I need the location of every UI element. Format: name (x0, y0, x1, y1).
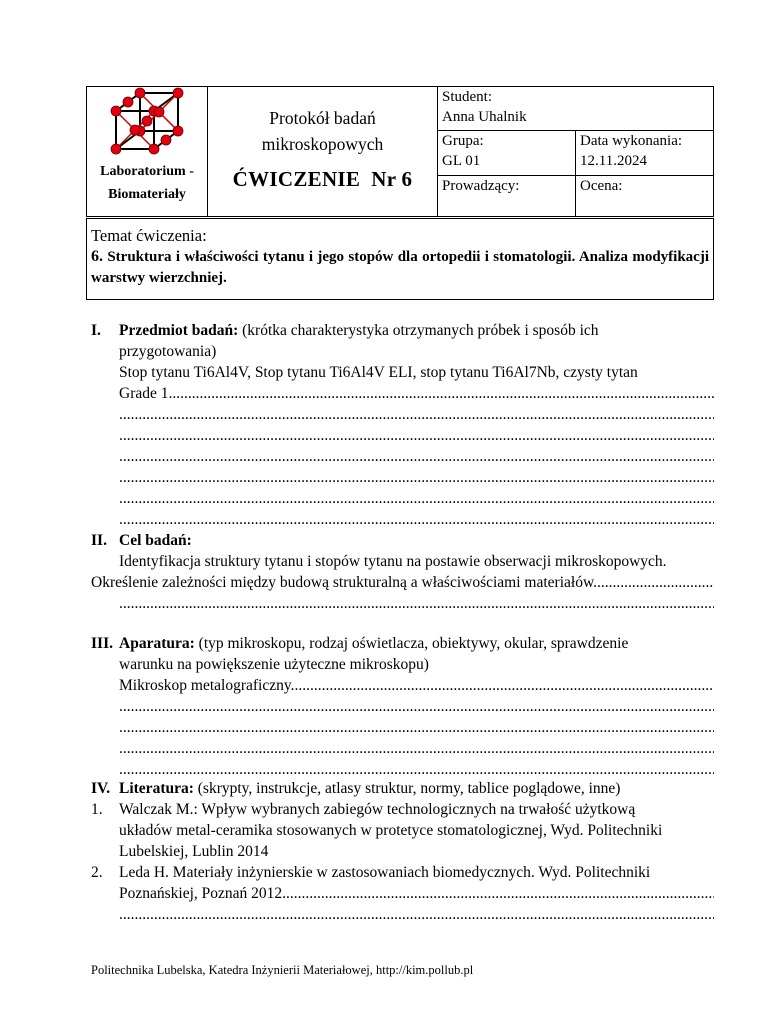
blank-line[interactable] (91, 467, 714, 488)
section-number: IV. (91, 780, 111, 797)
topic-title: Struktura i właściwości tytanu i jego stopów dla ortopedii i stomatologii. Analiza modyfikacji warstwy wierzchniej. (91, 249, 709, 286)
apparatus-line1[interactable] (91, 675, 714, 696)
lab-name-line1: Laboratorium - (100, 164, 194, 179)
section-note-cont: przygotowania) (119, 343, 217, 360)
subject-line1: Stop tytanu Ti6Al4V, Stop tytanu Ti6Al4V ELI, stop tytanu Ti6Al7Nb, czysty tytan (119, 364, 638, 381)
grade-label: Ocena: (580, 178, 623, 194)
section-number: I. (91, 322, 101, 339)
grade-cell (576, 176, 714, 217)
subject-line2[interactable] (91, 383, 714, 404)
section-note-cont: warunku na powiększenie użyteczne mikroskopu) (119, 656, 429, 673)
student-label: Student: (442, 89, 493, 105)
group-label: Grupa: (442, 133, 484, 149)
logo-cell (87, 87, 208, 217)
goal-line1: Identyfikacja struktury tytanu i stopów tytanu na postawie obserwacji mikroskopowych. (119, 553, 667, 570)
blank-line[interactable] (91, 904, 714, 925)
protocol-title-line1: Protokół badań (269, 108, 376, 128)
page-footer: Politechnika Lubelska, Katedra Inżynierii Materiałowej, http://kim.pollub.pl (91, 963, 474, 977)
group-cell (438, 131, 576, 176)
section-title: Literatura: (119, 780, 194, 797)
section-title: Aparatura: (119, 635, 195, 652)
date-cell (576, 131, 714, 176)
section-goal (91, 530, 714, 614)
literature-line: Walczak M.: Wpływ wybranych zabiegów technologicznych na trwałość użytkową (119, 801, 636, 818)
supervisor-label: Prowadzący: (442, 178, 520, 194)
header-table (86, 86, 714, 217)
blank-line[interactable] (91, 696, 714, 717)
blank-line[interactable] (91, 488, 714, 509)
section-number: III. (91, 635, 113, 652)
student-cell (438, 87, 714, 131)
literature-number: 1. (91, 801, 103, 818)
protocol-title-line2: mikroskopowych (261, 134, 384, 154)
literature-line: Poznańskiej, Poznań 2012 (119, 885, 283, 902)
section-note: (krótka charakterystyka otrzymanych próbek i sposób ich (238, 322, 599, 339)
section-title: Cel badań: (119, 532, 192, 549)
blank-line[interactable] (91, 759, 714, 780)
section-number: II. (91, 532, 107, 549)
exercise-title: ĆWICZENIE Nr 6 (232, 167, 413, 191)
student-name: Anna Uhalnik (442, 109, 527, 125)
section-note: (skrypty, instrukcje, atlasy struktur, normy, tablice poglądowe, inne) (193, 780, 621, 797)
goal-line2[interactable] (91, 572, 714, 593)
literature-line-fill[interactable] (119, 883, 714, 904)
lab-name-line2: Biomateriały (108, 187, 186, 202)
crystal-lattice-logo (102, 87, 192, 159)
literature-number: 2. (91, 864, 103, 881)
date-value: 12.11.2024 (580, 153, 647, 169)
section-title: Przedmiot badań: (119, 322, 239, 339)
literature-line: układów metal-ceramika stosowanych w protetyce stomatologicznej, Wyd. Politechniki (119, 822, 663, 839)
topic-text (91, 246, 709, 289)
subject-line2-text: Grade 1 (119, 385, 169, 402)
topic-number: 6. (91, 248, 103, 265)
supervisor-cell (438, 176, 576, 217)
title-cell (208, 87, 438, 217)
blank-line[interactable] (91, 509, 714, 530)
blank-line[interactable] (91, 717, 714, 738)
group-value: GL 01 (442, 153, 481, 169)
apparatus-line1-text: Mikroskop metalograficzny (119, 677, 291, 694)
blank-line[interactable] (91, 446, 714, 467)
blank-line[interactable] (91, 738, 714, 759)
section-literature (91, 778, 714, 925)
literature-item (91, 862, 714, 904)
blank-line[interactable] (91, 404, 714, 425)
literature-line: Leda H. Materiały inżynierskie w zastosowaniach biomedycznych. Wyd. Politechniki (119, 864, 651, 881)
section-subject (91, 320, 714, 530)
blank-line[interactable] (91, 425, 714, 446)
date-label: Data wykonania: (580, 133, 683, 149)
goal-line2-text: Określenie zależności między budową strukturalną a właściwościami materiałów (91, 574, 594, 591)
section-apparatus (91, 633, 714, 780)
section-note: (typ mikroskopu, rodzaj oświetlacza, obiektywy, okular, sprawdzenie (194, 635, 629, 652)
literature-line: Lubelskiej, Lublin 2014 (119, 843, 269, 860)
topic-label: Temat ćwiczenia: (91, 226, 207, 245)
literature-item (91, 799, 714, 862)
topic-box (86, 218, 714, 300)
blank-line[interactable] (91, 593, 714, 614)
